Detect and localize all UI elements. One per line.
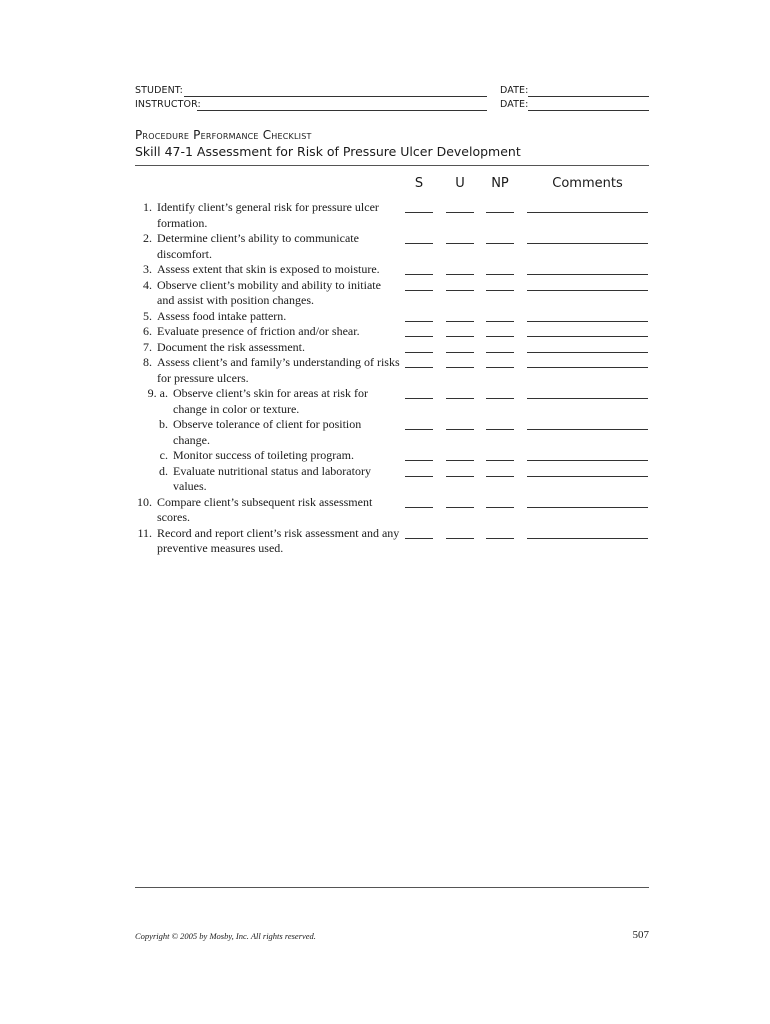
np-blank[interactable]	[486, 460, 514, 461]
u-blank[interactable]	[446, 367, 474, 368]
np-blank[interactable]	[486, 367, 514, 368]
step-item	[120, 278, 400, 309]
step-item	[120, 340, 400, 356]
u-blank[interactable]	[446, 290, 474, 291]
step-text: Observe client’s mobility and ability to initiate and assist with position changes.	[157, 277, 381, 307]
step-number: 2.	[143, 231, 152, 245]
step-text: Record and report client’s risk assessment and any preventive measures used.	[157, 525, 400, 555]
checklist-label: Procedure Performance Checklist	[135, 128, 312, 142]
procedure-steps	[120, 200, 400, 557]
copyright-notice: Copyright © 2005 by Mosby, Inc. All rights reserved.	[135, 931, 316, 941]
s-blank[interactable]	[405, 321, 433, 322]
comments-blank[interactable]	[527, 212, 648, 213]
np-blank[interactable]	[486, 290, 514, 291]
u-blank[interactable]	[446, 274, 474, 275]
column-header-s: S	[414, 176, 424, 191]
s-blank[interactable]	[405, 243, 433, 244]
np-blank[interactable]	[486, 429, 514, 430]
np-blank[interactable]	[486, 274, 514, 275]
step-text: Evaluate nutritional status and laboratory values.	[173, 463, 371, 493]
step-text: Assess food intake pattern.	[157, 308, 287, 323]
u-blank[interactable]	[446, 352, 474, 353]
comments-blank[interactable]	[527, 429, 648, 430]
step-number: 9. a.	[147, 386, 168, 400]
step-item	[120, 526, 400, 557]
comments-blank[interactable]	[527, 243, 648, 244]
step-item	[120, 355, 400, 386]
np-blank[interactable]	[486, 507, 514, 508]
step-text: Evaluate presence of friction and/or shear.	[157, 324, 360, 338]
step-item	[120, 200, 400, 231]
step-number: 5.	[143, 308, 152, 323]
step-number: 10.	[137, 494, 152, 509]
step-number: b.	[159, 417, 168, 431]
date-input-line[interactable]	[528, 96, 649, 97]
instructor-label: INSTRUCTOR:	[135, 99, 201, 110]
step-number: 7.	[143, 339, 152, 354]
s-blank[interactable]	[405, 336, 433, 337]
step-text: Assess client’s and family’s understanding of risks for pressure ulcers.	[157, 355, 400, 385]
step-item	[120, 495, 400, 526]
instructor-input-line[interactable]	[197, 110, 487, 111]
step-item	[120, 324, 400, 340]
s-blank[interactable]	[405, 212, 433, 213]
u-blank[interactable]	[446, 460, 474, 461]
step-number: d.	[159, 463, 168, 478]
step-text: Monitor success of toileting program.	[173, 448, 354, 462]
np-blank[interactable]	[486, 321, 514, 322]
u-blank[interactable]	[446, 476, 474, 477]
page-number: 507	[632, 929, 649, 941]
step-number: 1.	[143, 200, 152, 214]
step-item	[120, 386, 400, 417]
comments-blank[interactable]	[527, 336, 648, 337]
u-blank[interactable]	[446, 243, 474, 244]
step-item	[120, 262, 400, 278]
comments-blank[interactable]	[527, 352, 648, 353]
np-blank[interactable]	[486, 243, 514, 244]
step-item	[120, 417, 400, 448]
s-blank[interactable]	[405, 352, 433, 353]
u-blank[interactable]	[446, 538, 474, 539]
step-number: 6.	[143, 324, 152, 338]
comments-blank[interactable]	[527, 460, 648, 461]
s-blank[interactable]	[405, 429, 433, 430]
comments-blank[interactable]	[527, 367, 648, 368]
np-blank[interactable]	[486, 352, 514, 353]
step-item	[120, 464, 400, 495]
date-label: DATE:	[500, 99, 529, 110]
date-input-line[interactable]	[528, 110, 649, 111]
student-input-line[interactable]	[184, 96, 487, 97]
s-blank[interactable]	[405, 460, 433, 461]
step-number: 4.	[143, 277, 152, 292]
title-divider	[135, 165, 649, 166]
comments-blank[interactable]	[527, 321, 648, 322]
step-number: c.	[159, 448, 168, 462]
np-blank[interactable]	[486, 336, 514, 337]
step-text: Observe client’s skin for areas at risk for change in color or texture.	[173, 386, 368, 416]
step-item	[120, 231, 400, 262]
step-text: Document the risk assessment.	[157, 339, 305, 354]
s-blank[interactable]	[405, 507, 433, 508]
s-blank[interactable]	[405, 290, 433, 291]
comments-blank[interactable]	[527, 398, 648, 399]
step-item	[120, 309, 400, 325]
u-blank[interactable]	[446, 336, 474, 337]
step-text: Identify client’s general risk for pressure ulcer formation.	[157, 200, 379, 230]
footer-divider	[135, 887, 649, 888]
step-text: Observe tolerance of client for position change.	[173, 417, 362, 447]
column-header-comments: Comments	[552, 176, 623, 191]
student-label: STUDENT:	[135, 85, 183, 96]
step-number: 8.	[143, 355, 152, 369]
date-label: DATE:	[500, 85, 529, 96]
step-item	[120, 448, 400, 464]
s-blank[interactable]	[405, 538, 433, 539]
np-blank[interactable]	[486, 398, 514, 399]
comments-blank[interactable]	[527, 290, 648, 291]
u-blank[interactable]	[446, 212, 474, 213]
comments-blank[interactable]	[527, 538, 648, 539]
np-blank[interactable]	[486, 476, 514, 477]
np-blank[interactable]	[486, 212, 514, 213]
s-blank[interactable]	[405, 398, 433, 399]
step-number: 11.	[137, 525, 152, 540]
step-text: Compare client’s subsequent risk assessment scores.	[157, 494, 373, 524]
comments-blank[interactable]	[527, 507, 648, 508]
column-header-u: U	[455, 176, 465, 191]
np-blank[interactable]	[486, 538, 514, 539]
step-number: 3.	[143, 262, 152, 276]
s-blank[interactable]	[405, 274, 433, 275]
s-blank[interactable]	[405, 476, 433, 477]
column-header-np: NP	[491, 176, 509, 191]
skill-title: Skill 47-1 Assessment for Risk of Pressure Ulcer Development	[135, 144, 521, 159]
u-blank[interactable]	[446, 429, 474, 430]
u-blank[interactable]	[446, 398, 474, 399]
u-blank[interactable]	[446, 507, 474, 508]
comments-blank[interactable]	[527, 476, 648, 477]
step-text: Assess extent that skin is exposed to moisture.	[157, 262, 380, 276]
comments-blank[interactable]	[527, 274, 648, 275]
u-blank[interactable]	[446, 321, 474, 322]
s-blank[interactable]	[405, 367, 433, 368]
step-text: Determine client’s ability to communicate discomfort.	[157, 231, 359, 261]
